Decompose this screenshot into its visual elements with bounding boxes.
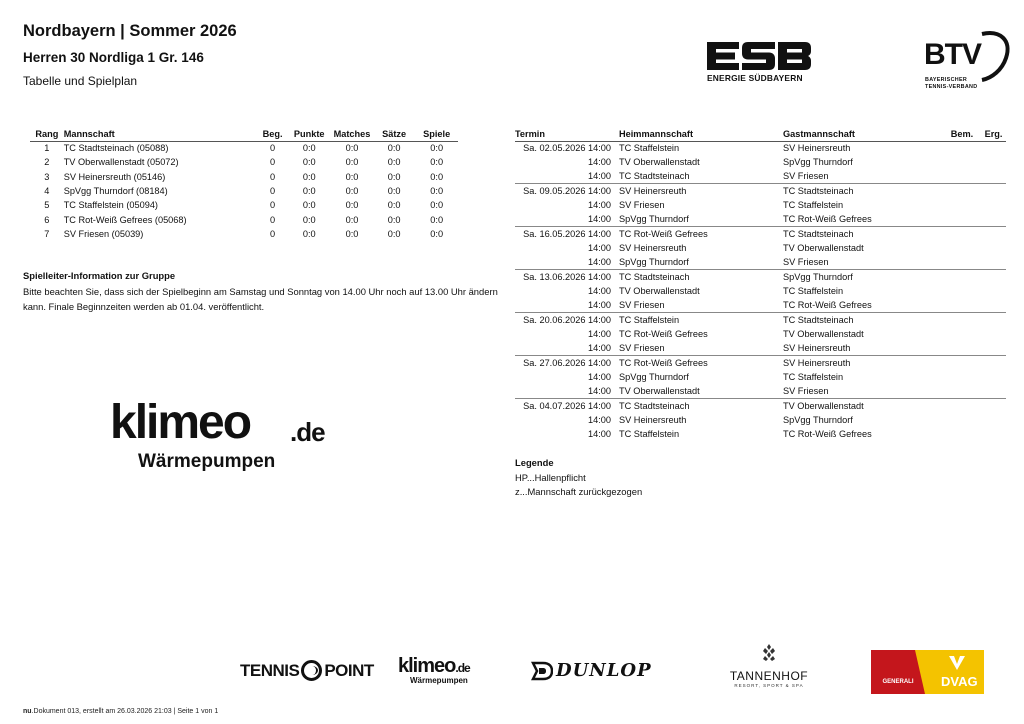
cell-termin: Sa. 13.06.2026 14:00 — [523, 272, 611, 283]
table-row — [515, 284, 1006, 298]
cell-guest: TV Oberwallenstadt — [783, 243, 864, 254]
dunlop-logo — [531, 660, 652, 681]
cell-saetze: 0:0 — [387, 214, 401, 225]
cell-guest: TC Stadtsteinach — [783, 314, 854, 325]
cell-bem — [943, 398, 981, 412]
col-termin: Termin — [515, 127, 619, 141]
tannenhof-logo — [726, 644, 812, 688]
btv-letters: BTV — [924, 38, 981, 71]
cell-erg — [981, 427, 1006, 441]
footer — [23, 708, 218, 715]
cell-guest: TC Stadtsteinach — [783, 229, 854, 240]
esb-letter-e — [707, 42, 739, 70]
cell-guest: SV Heinersreuth — [783, 341, 943, 355]
tennis-point-text-a: TENNIS — [240, 660, 300, 680]
cell-matches: 0:0 — [345, 143, 359, 154]
cell-rang: 5 — [44, 200, 50, 211]
legend-item: HP...Hallenpflicht — [515, 472, 586, 483]
cell-home: TC Rot-Weiß Gefrees — [619, 229, 708, 240]
cell-guest: SV Friesen — [783, 170, 943, 184]
cell-bem — [943, 298, 981, 312]
table-row — [515, 184, 1006, 198]
cell-matches: 0:0 — [345, 214, 359, 225]
cell-termin: 14:00 — [588, 329, 611, 339]
table-row — [30, 155, 458, 169]
esb-letter-b — [778, 42, 811, 70]
cell-termin: 14:00 — [588, 371, 611, 382]
cell-bem — [943, 327, 981, 341]
table-row — [515, 327, 1006, 341]
table-row — [30, 141, 458, 155]
dvag-text: DVAG — [941, 674, 978, 689]
schedule-table — [515, 127, 1006, 441]
cell-beg: 0 — [270, 200, 276, 211]
cell-team: TC Staffelstein (05094) — [63, 200, 158, 211]
cell-home: SV Heinersreuth — [619, 186, 687, 197]
table-row — [515, 413, 1006, 427]
cell-rang: 6 — [44, 214, 50, 225]
page-title: Nordbayern | Sommer 2026 — [23, 22, 237, 40]
btv-logo — [922, 28, 1012, 98]
cell-guest: SpVgg Thurndorf — [783, 414, 853, 425]
standings-table — [30, 127, 458, 241]
table-row — [515, 212, 1006, 226]
cell-spiele: 0:0 — [430, 200, 444, 211]
cell-beg: 0 — [270, 143, 276, 154]
cell-punkte: 0:0 — [302, 171, 316, 182]
table-row — [515, 198, 1006, 212]
cell-home: TC Rot-Weiß Gefrees — [619, 329, 708, 339]
cell-termin: Sa. 02.05.2026 14:00 — [523, 143, 611, 154]
cell-bem — [943, 370, 981, 384]
cell-erg — [981, 384, 1006, 398]
cell-bem — [943, 255, 981, 269]
cell-home: TV Oberwallenstadt — [619, 286, 700, 297]
cell-bem — [943, 184, 981, 198]
cell-guest: TC Rot-Weiß Gefrees — [783, 429, 872, 440]
generali-dvag-logo — [871, 650, 984, 694]
cell-guest: SV Heinersreuth — [783, 357, 851, 368]
cell-erg — [981, 227, 1006, 241]
col-team: Mannschaft — [64, 127, 258, 141]
cell-punkte: 0:0 — [302, 214, 316, 225]
cell-spiele: 0:0 — [430, 214, 444, 225]
cell-punkte: 0:0 — [302, 200, 316, 211]
cell-erg — [981, 355, 1006, 369]
cell-bem — [943, 198, 981, 212]
table-row — [515, 313, 1006, 327]
cell-erg — [981, 270, 1006, 284]
schedule-header-row — [515, 127, 1006, 141]
cell-home: SV Heinersreuth — [619, 243, 687, 254]
cell-termin: Sa. 20.06.2026 14:00 — [523, 314, 611, 325]
cell-guest: SV Friesen — [783, 255, 943, 269]
table-row — [515, 427, 1006, 441]
cell-beg: 0 — [270, 228, 276, 239]
col-rang: Rang — [30, 127, 64, 141]
cell-termin: Sa. 09.05.2026 14:00 — [523, 186, 611, 197]
cell-home: SV Heinersreuth — [619, 414, 687, 425]
table-row — [30, 198, 458, 212]
klimeo-sponsor-logo — [398, 655, 498, 685]
page-subtitle: Tabelle und Spielplan — [23, 74, 138, 88]
cell-bem — [943, 413, 981, 427]
col-erg: Erg. — [981, 127, 1006, 141]
table-row — [515, 141, 1006, 155]
cell-guest: TV Oberwallenstadt — [783, 400, 864, 411]
table-row — [515, 398, 1006, 412]
col-bem: Bem. — [943, 127, 981, 141]
btv-tagline-line2: TENNIS-VERBAND — [925, 84, 978, 90]
cell-guest: SpVgg Thurndorf — [783, 157, 853, 168]
schedule-body — [515, 141, 1006, 441]
cell-saetze: 0:0 — [387, 143, 401, 154]
cell-matches: 0:0 — [345, 186, 359, 197]
cell-erg — [981, 184, 1006, 198]
cell-matches: 0:0 — [345, 171, 359, 182]
cell-guest: TC Staffelstein — [783, 371, 844, 382]
cell-erg — [981, 255, 1006, 269]
cell-termin: 14:00 — [515, 341, 619, 355]
cell-home: TC Stadtsteinach — [619, 170, 783, 184]
esb-tagline: ENERGIE SÜDBAYERN — [707, 73, 803, 83]
tannenhof-name: TANNENHOF — [729, 669, 809, 683]
klimeo-sponsor-tld: .de — [455, 661, 470, 675]
esb-logo — [707, 42, 811, 83]
col-guest: Gastmannschaft — [783, 127, 943, 141]
cell-erg — [981, 370, 1006, 384]
col-home: Heimmannschaft — [619, 127, 783, 141]
cell-home: TV Oberwallenstadt — [619, 157, 700, 168]
cell-guest: TC Rot-Weiß Gefrees — [783, 298, 943, 312]
cell-matches: 0:0 — [345, 200, 359, 211]
tennis-point-text-b: POINT — [324, 660, 374, 680]
cell-team: TC Rot-Weiß Gefrees (05068) — [63, 214, 187, 225]
cell-erg — [981, 341, 1006, 355]
klimeo-sponsor-wordmark — [398, 655, 498, 678]
table-row — [515, 241, 1006, 255]
cell-rang: 4 — [44, 186, 50, 197]
cell-saetze: 0:0 — [387, 171, 401, 182]
cell-home: TC Staffelstein — [619, 429, 680, 440]
cell-beg: 0 — [270, 186, 276, 197]
dunlop-flying-d-icon — [531, 661, 553, 681]
tennis-point-logo — [240, 660, 374, 681]
cell-beg: 0 — [270, 157, 276, 168]
cell-home: SpVgg Thurndorf — [619, 371, 689, 382]
cell-spiele: 0:0 — [430, 157, 444, 168]
cell-erg — [981, 212, 1006, 226]
cell-saetze: 0:0 — [387, 228, 401, 239]
klimeo-sponsor-name: klimeo — [398, 655, 456, 677]
btv-tagline-line1: BAYERISCHER — [925, 77, 968, 83]
table-row — [30, 212, 458, 226]
cell-bem — [943, 155, 981, 169]
klimeo-name: klimeo — [110, 396, 251, 449]
legend-item: z...Mannschaft zurückgezogen — [515, 486, 643, 497]
cell-team: TC Stadtsteinach (05088) — [63, 143, 169, 154]
cell-team: SV Heinersreuth (05146) — [63, 171, 166, 182]
cell-termin: 14:00 — [515, 384, 619, 398]
generali-text: GENERALI — [882, 679, 914, 685]
cell-erg — [981, 398, 1006, 412]
cell-home: SV Friesen — [619, 298, 783, 312]
col-beg: Beg. — [258, 127, 288, 141]
cell-termin: 14:00 — [515, 170, 619, 184]
cell-beg: 0 — [270, 171, 276, 182]
cell-guest: TV Oberwallenstadt — [783, 329, 864, 339]
cell-home: SV Friesen — [619, 341, 783, 355]
cell-punkte: 0:0 — [302, 186, 316, 197]
table-row — [30, 170, 458, 184]
esb-letter-s — [742, 42, 775, 70]
cell-termin: 14:00 — [515, 212, 619, 226]
cell-erg — [981, 170, 1006, 184]
cell-home: TC Stadtsteinach — [619, 272, 690, 283]
cell-bem — [943, 170, 981, 184]
cell-spiele: 0:0 — [430, 143, 444, 154]
table-row — [515, 155, 1006, 169]
cell-guest: TC Stadtsteinach — [783, 186, 854, 197]
cell-bem — [943, 427, 981, 441]
cell-termin: 14:00 — [515, 255, 619, 269]
table-row — [515, 370, 1006, 384]
cell-saetze: 0:0 — [387, 186, 401, 197]
cell-termin: 14:00 — [588, 429, 611, 440]
cell-guest: TC Staffelstein — [783, 200, 844, 211]
cell-termin: Sa. 27.06.2026 14:00 — [523, 357, 611, 368]
cell-rang: 2 — [44, 157, 50, 168]
cell-bem — [943, 212, 981, 226]
dunlop-text: DUNLOP — [556, 660, 652, 681]
cell-rang: 3 — [44, 171, 50, 182]
legend-title: Legende — [515, 457, 554, 468]
cell-erg — [981, 284, 1006, 298]
cell-rang: 1 — [44, 143, 50, 154]
cell-team: SV Friesen (05039) — [63, 228, 144, 239]
tannenhof-tagline: RESORT, SPORT & SPA — [734, 683, 804, 688]
klimeo-tagline: Wärmepumpen — [138, 451, 276, 472]
table-row — [515, 170, 1006, 184]
cell-beg: 0 — [270, 214, 276, 225]
klimeo-logo — [110, 397, 350, 481]
cell-rang: 7 — [44, 228, 50, 239]
col-saetze: Sätze — [373, 127, 415, 141]
cell-home: TC Staffelstein — [619, 143, 680, 154]
table-row — [30, 227, 458, 241]
cell-saetze: 0:0 — [387, 157, 401, 168]
info-title: Spielleiter-Information zur Gruppe — [23, 270, 176, 281]
cell-guest: TC Staffelstein — [783, 286, 844, 297]
table-row — [515, 384, 1006, 398]
cell-spiele: 0:0 — [430, 186, 444, 197]
footer-text: .Dokument 013, erstellt am 26.03.2026 21:03 | Seite 1 von 1 — [31, 708, 219, 715]
table-row — [515, 270, 1006, 284]
table-row — [515, 341, 1006, 355]
table-row — [515, 298, 1006, 312]
klimeo-sponsor-tagline: Wärmepumpen — [410, 676, 468, 685]
standings-body — [30, 141, 458, 241]
cell-home: TC Staffelstein — [619, 314, 680, 325]
cell-home: TC Rot-Weiß Gefrees — [619, 357, 708, 368]
league-title: Herren 30 Nordliga 1 Gr. 146 — [23, 50, 204, 65]
cell-team: TV Oberwallenstadt (05072) — [63, 157, 179, 168]
cell-spiele: 0:0 — [430, 171, 444, 182]
cell-termin: 14:00 — [588, 200, 611, 211]
cell-bem — [943, 384, 981, 398]
cell-matches: 0:0 — [345, 157, 359, 168]
cell-punkte: 0:0 — [302, 228, 316, 239]
cell-team: SpVgg Thurndorf (08184) — [63, 186, 168, 197]
cell-termin: 14:00 — [588, 243, 611, 254]
col-punkte: Punkte — [287, 127, 331, 141]
cell-guest: SV Friesen — [783, 384, 943, 398]
cell-home: SpVgg Thurndorf — [619, 255, 783, 269]
info-text: Bitte beachten Sie, dass sich der Spielbeginn am Samstag und Sonntag von 14.00 Uhr noch auf 13.00 Uhr ändern kann. Finale Beginnzeiten werden ab 01.04. veröffentlicht. — [23, 286, 498, 312]
table-row — [515, 255, 1006, 269]
cell-bem — [943, 241, 981, 255]
esb-wordmark — [707, 42, 811, 70]
cell-home: SpVgg Thurndorf — [619, 212, 783, 226]
cell-guest: SV Heinersreuth — [783, 143, 851, 154]
cell-termin: Sa. 16.05.2026 14:00 — [523, 229, 611, 240]
col-matches: Matches — [331, 127, 373, 141]
cell-erg — [981, 198, 1006, 212]
cell-punkte: 0:0 — [302, 143, 316, 154]
cell-erg — [981, 313, 1006, 327]
cell-matches: 0:0 — [345, 228, 359, 239]
cell-erg — [981, 141, 1006, 155]
cell-spiele: 0:0 — [430, 228, 444, 239]
cell-home: SV Friesen — [619, 200, 665, 211]
col-spiele: Spiele — [415, 127, 458, 141]
cell-saetze: 0:0 — [387, 200, 401, 211]
cell-bem — [943, 284, 981, 298]
tennis-ball-icon — [301, 660, 322, 681]
pinecone-icon — [761, 644, 777, 662]
cell-termin: 14:00 — [515, 298, 619, 312]
klimeo-tld: .de — [290, 417, 325, 447]
dvag-panel — [925, 650, 984, 694]
cell-erg — [981, 413, 1006, 427]
cell-bem — [943, 270, 981, 284]
cell-erg — [981, 327, 1006, 341]
cell-termin: 14:00 — [588, 414, 611, 425]
cell-home: TC Stadtsteinach — [619, 400, 690, 411]
cell-bem — [943, 341, 981, 355]
cell-erg — [981, 241, 1006, 255]
table-row — [30, 184, 458, 198]
table-row — [515, 227, 1006, 241]
footer-prefix: nu — [23, 708, 32, 715]
cell-bem — [943, 227, 981, 241]
dvag-v-icon — [949, 656, 965, 670]
btv-tagline — [925, 77, 977, 91]
cell-erg — [981, 298, 1006, 312]
cell-guest: TC Rot-Weiß Gefrees — [783, 212, 943, 226]
cell-punkte: 0:0 — [302, 157, 316, 168]
cell-termin: Sa. 04.07.2026 14:00 — [523, 400, 611, 411]
cell-bem — [943, 355, 981, 369]
cell-termin: 14:00 — [588, 157, 611, 168]
cell-erg — [981, 155, 1006, 169]
standings-header-row — [30, 127, 458, 141]
cell-bem — [943, 313, 981, 327]
cell-guest: SpVgg Thurndorf — [783, 272, 853, 283]
cell-bem — [943, 141, 981, 155]
cell-termin: 14:00 — [588, 286, 611, 297]
table-row — [515, 355, 1006, 369]
cell-home: TV Oberwallenstadt — [619, 384, 783, 398]
